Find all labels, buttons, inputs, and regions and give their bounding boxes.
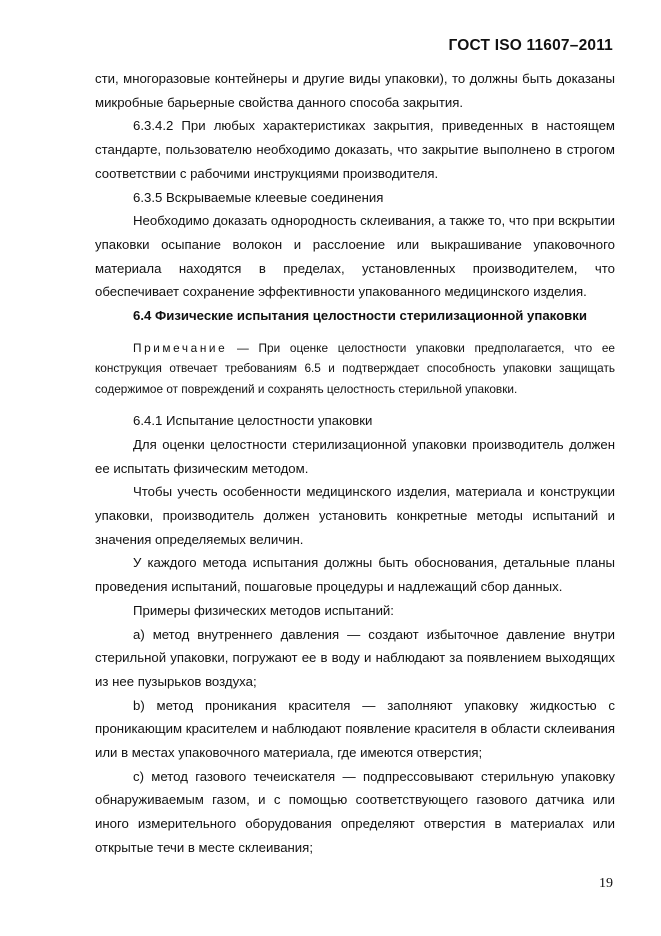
heading-6-4: 6.4 Физические испытания целостности стерилизационной упаковки <box>133 308 587 324</box>
heading-6-3-5: 6.3.5 Вскрываемые клеевые соединения <box>133 189 384 205</box>
paragraph-method-justification: У каждого метода испытания должны быть обоснования, детальные планы проведения испытаний, пошаговые процедуры и надлежащий сбор данных. <box>95 555 615 595</box>
list-item-c: с) метод газового течеискателя — подпрессовывают стерильную упаковку обнаруживаемым газом, и с помощью соответствующего газового датчика или иного измерительного оборудования определяют отверстия в материалах или открытые течи в месте склеивания; <box>95 768 615 855</box>
paragraph-integrity-evaluation: Для оценки целостности стерилизационной упаковки производитель должен ее испытать физическим методом. <box>95 436 615 476</box>
paragraph-test-methods: Чтобы учесть особенности медицинского изделия, материала и конструкции упаковки, производитель должен установить конкретные методы испытаний и значения определяемых величин. <box>95 484 615 547</box>
document-body <box>95 67 615 860</box>
note-label: Примечание <box>133 340 228 355</box>
note-text: — При оценке целостности упаковки предполагается, что ее конструкция отвечает требованиям 6.5 и подтверждает способность упаковки защищать содержимое от повреждений и сохранять целостность стерильной упаковки. <box>95 340 615 396</box>
list-item-b: b) метод проникания красителя — заполняют упаковку жидкостью с проникающим красителем и наблюдают появление красителя в области склеивания или в местах упаковочного материала, где имеются отверстия; <box>95 697 615 761</box>
page-number: 19 <box>599 876 613 891</box>
paragraph-adhesive-joints: Необходимо доказать однородность склеивания, а также то, что при вскрытии упаковки осыпание волокон и расслоение или выкрашивание упаковочного материала находятся в пределах, установленных производителем, что обеспечивает сохранение эффективности упакованного медицинского изделия. <box>95 213 615 300</box>
heading-6-4-1: 6.4.1 Испытание целостности упаковки <box>133 413 373 429</box>
list-item-a: а) метод внутреннего давления — создают избыточное давление внутри стерильной упаковки, погружают ее в воду и наблюдают за появлением выходящих из нее пузырьков воздуха; <box>95 626 615 689</box>
standard-header: ГОСТ ISO 11607–2011 <box>448 37 613 54</box>
paragraph-6-3-4-2: 6.3.4.2 При любых характеристиках закрытия, приведенных в настоящем стандарте, пользователю необходимо доказать, что закрытие выполнено в строгом соответствии с рабочими инструкциями производителя. <box>95 118 615 181</box>
note-paragraph <box>95 338 615 400</box>
paragraph-continuation: сти, многоразовые контейнеры и другие виды упаковки), то должны быть доказаны микробные барьерные свойства данного способа закрытия. <box>95 71 615 110</box>
paragraph-examples-intro: Примеры физических методов испытаний: <box>133 602 394 618</box>
